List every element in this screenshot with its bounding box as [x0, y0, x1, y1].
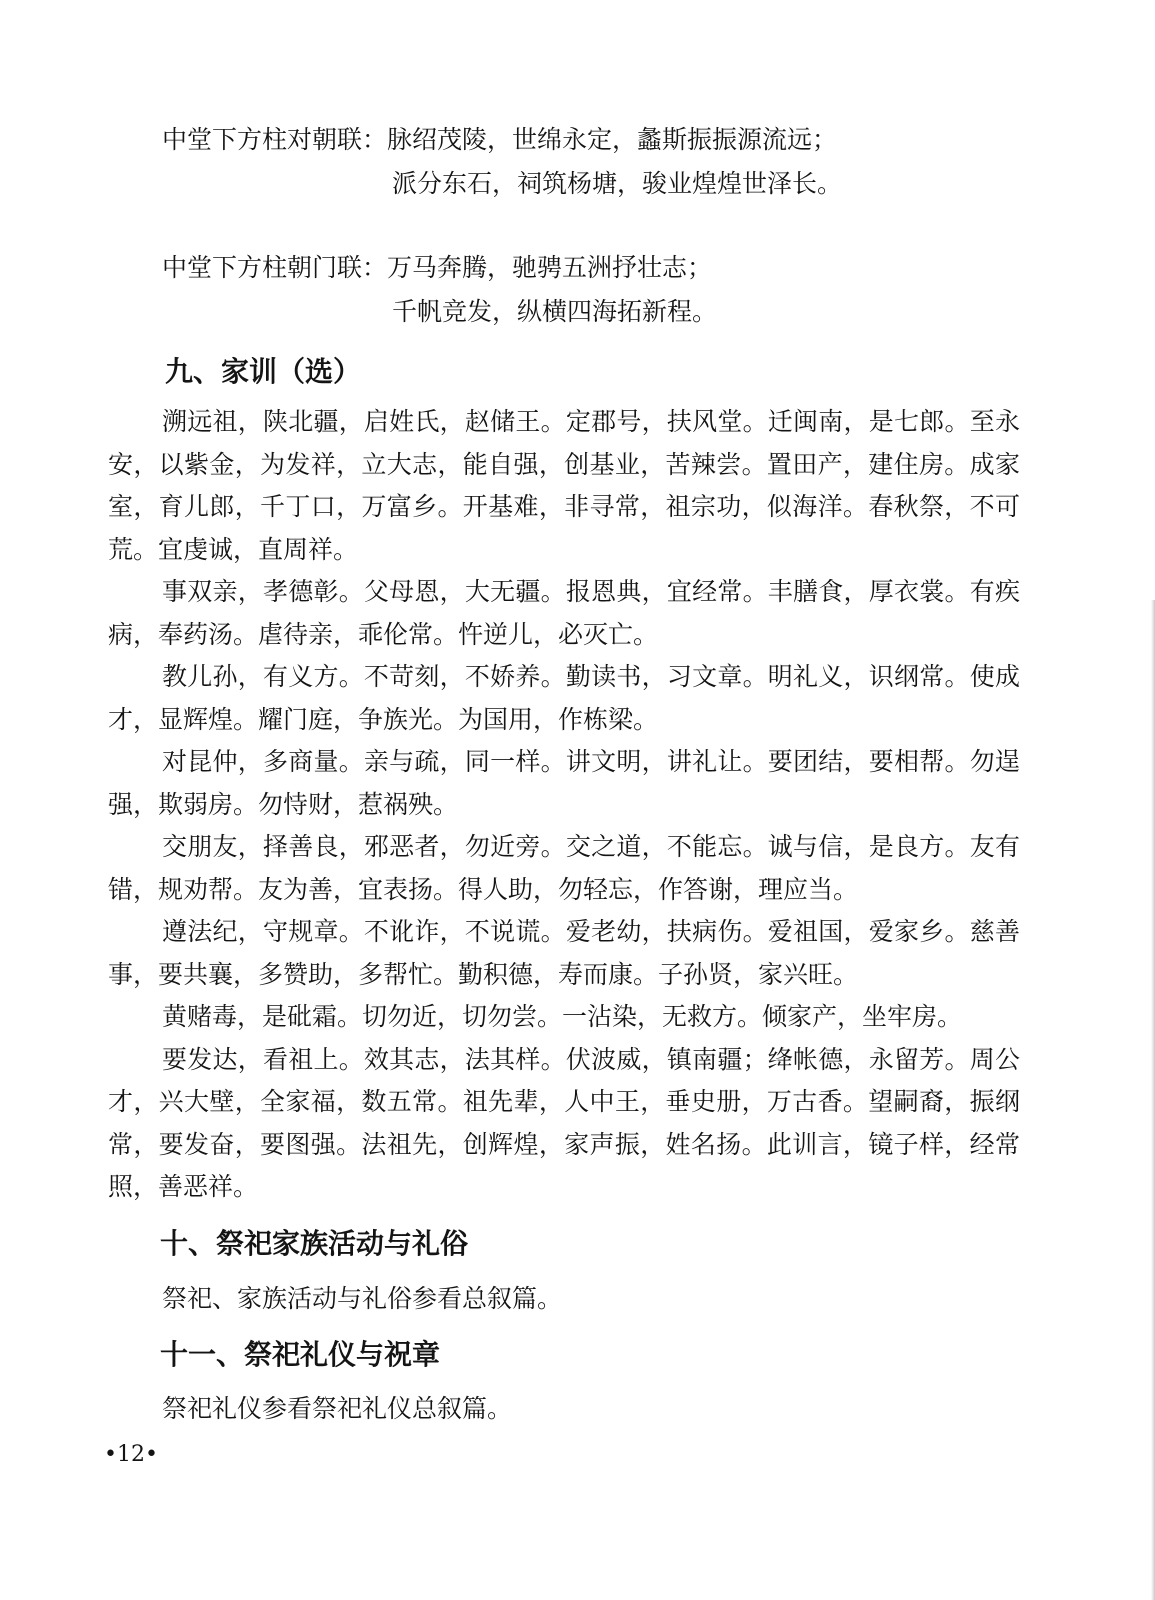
precept-paragraph-7: 黄赌毒，是砒霜。切勿近，切勿尝。一沾染，无救方。倾家产，坐牢房。 — [162, 1002, 963, 1031]
couplet-2-second-line: 千帆竞发，纵横四海拓新程。 — [392, 297, 718, 326]
family-precepts-body — [108, 401, 1020, 1209]
scan-edge — [1151, 600, 1155, 1600]
couplet-1-label: 中堂下方柱对朝联： — [162, 125, 388, 154]
couplet-1-first-line: 脉绍茂陵，世绵永定，蠡斯振振源流远； — [387, 125, 838, 154]
couplet-1 — [162, 118, 842, 206]
couplet-2-first-line: 万马奔腾，驰骋五洲抒壮志； — [387, 253, 713, 282]
precept-paragraph-3: 教儿孙，有义方。不苛刻，不娇养。勤读书，习文章。明礼义，识纲常。使成才，显辉煌。耀门庭，争族光。为国用，作栋梁。 — [108, 662, 1020, 734]
precept-paragraph-8: 要发达，看祖上。效其志，法其样。伏波威，镇南疆；绛帐德，永留芳。周公才，兴大壁，全家福，数五常。祖先辈，人中王，垂史册，万古香。望嗣裔，振纲常，要发奋，要图强。法祖先，创辉煌，家声振，姓名扬。此训言，镜子样，经常照，善恶祥。 — [108, 1044, 1020, 1201]
section-11-text: 祭祀礼仪参看祭祀礼仪总叙篇。 — [162, 1394, 513, 1423]
precept-paragraph-6: 遵法纪，守规章。不讹诈，不说谎。爱老幼，扶病伤。爱祖国，爱家乡。慈善事，要共襄，多赞助，多帮忙。勤积德，寿而康。子孙贤，家兴旺。 — [108, 917, 1020, 989]
couplet-1-second-line: 派分东石，祠筑杨塘，骏业煌煌世泽长。 — [392, 169, 843, 198]
page-number: •12• — [104, 1442, 158, 1467]
couplet-2 — [162, 246, 717, 334]
section-10-heading: 十、祭祀家族活动与礼俗 — [160, 1227, 469, 1260]
section-9-heading: 九、家训（选） — [165, 355, 362, 388]
precept-paragraph-1: 溯远祖，陕北疆，启姓氏，赵储王。定郡号，扶风堂。迁闽南，是七郎。至永安，以紫金，为发祥，立大志，能自强，创基业，苦辣尝。置田产，建住房。成家室，育儿郎，千丁口，万富乡。开基难，非寻常，祖宗功，似海洋。春秋祭，不可荒。宜虔诚，直周祥。 — [108, 407, 1020, 564]
couplet-1-line-1 — [162, 118, 842, 162]
couplet-2-line-1 — [162, 246, 717, 290]
section-11-heading: 十一、祭祀礼仪与祝章 — [160, 1338, 441, 1371]
precept-paragraph-4: 对昆仲，多商量。亲与疏，同一样。讲文明，讲礼让。要团结，要相帮。勿逞强，欺弱房。勿恃财，惹祸殃。 — [108, 747, 1020, 819]
precept-paragraph-5: 交朋友，择善良，邪恶者，勿近旁。交之道，不能忘。诚与信，是良方。友有错，规劝帮。友为善，宜表扬。得人助，勿轻忘，作答谢，理应当。 — [108, 832, 1020, 904]
precept-paragraph-2: 事双亲，孝德彰。父母恩，大无疆。报恩典，宜经常。丰膳食，厚衣裳。有疾病，奉药汤。虐待亲，乖伦常。忤逆儿，必灭亡。 — [108, 577, 1020, 649]
section-10-text: 祭祀、家族活动与礼俗参看总叙篇。 — [162, 1284, 563, 1313]
couplet-2-label: 中堂下方柱朝门联： — [162, 253, 388, 282]
